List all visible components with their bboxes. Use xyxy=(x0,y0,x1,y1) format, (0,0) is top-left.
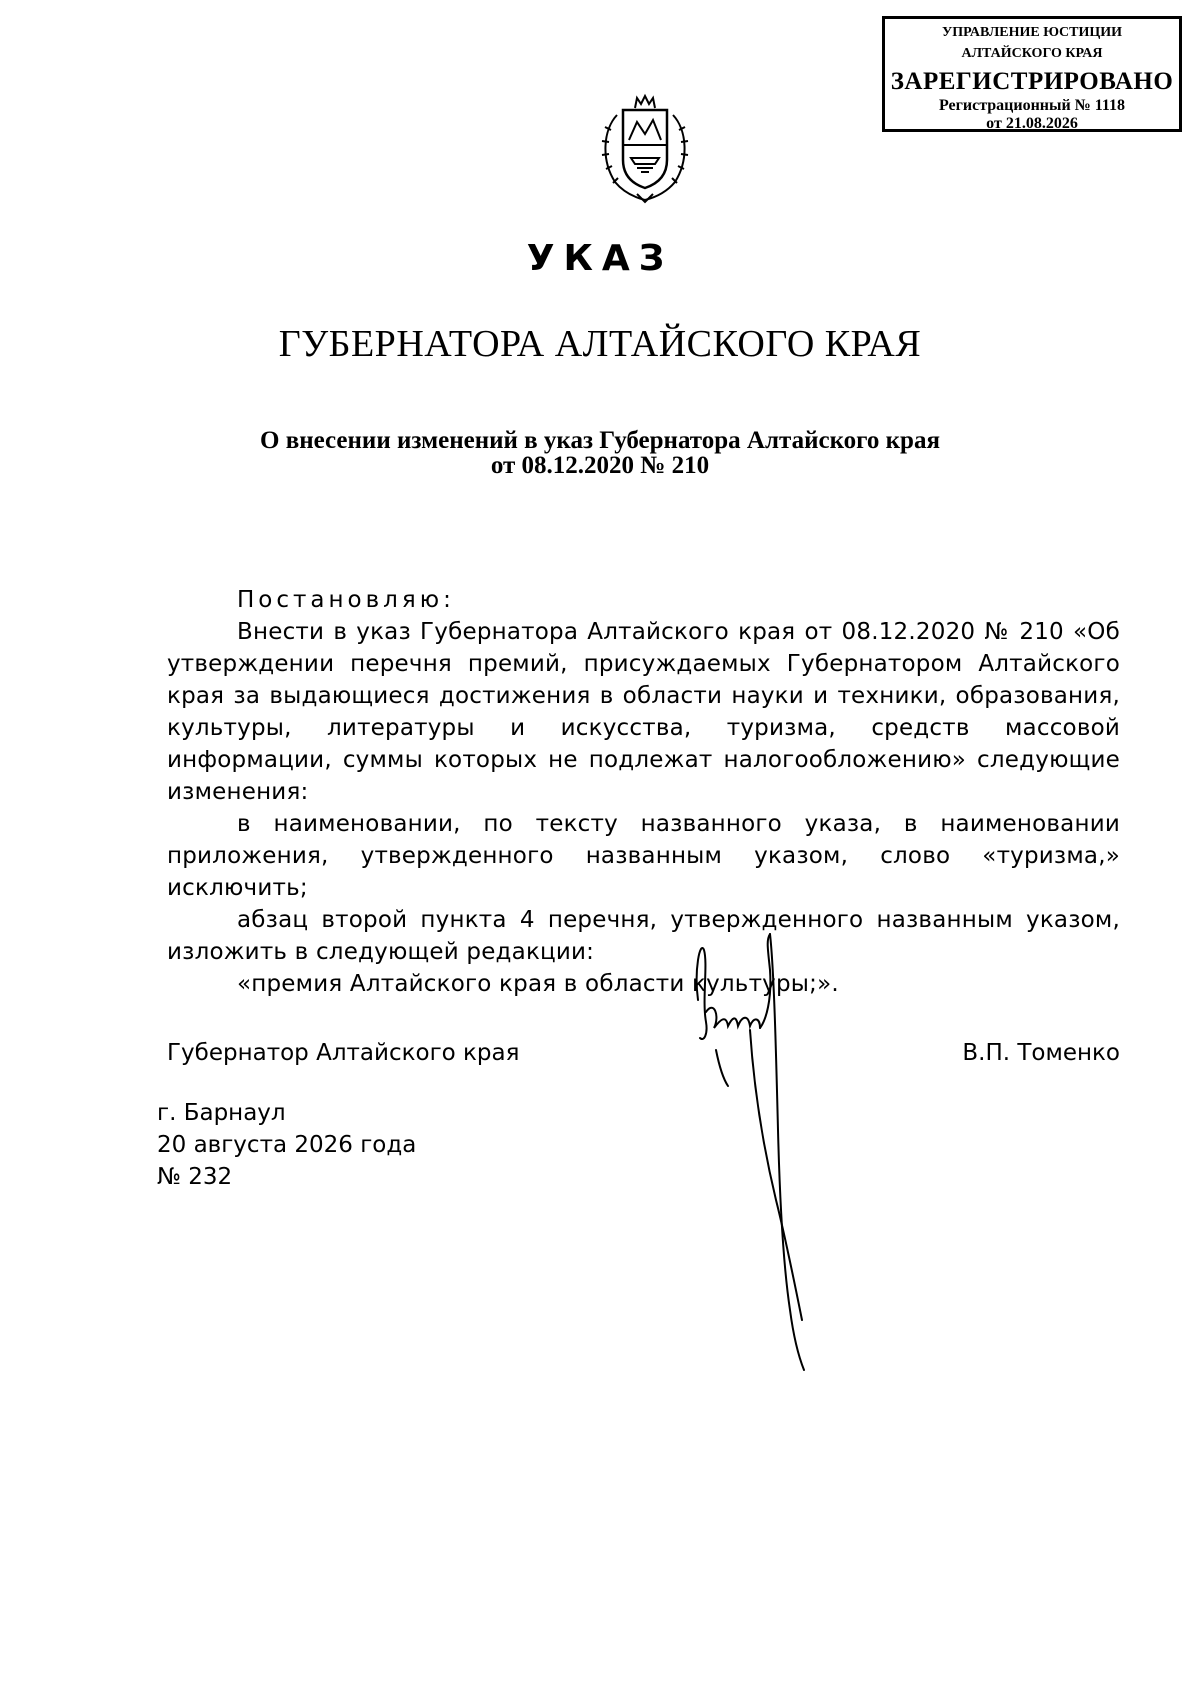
document-footer xyxy=(157,1097,416,1193)
stamp-reg-number: Регистрационный № 1118 xyxy=(938,97,1126,114)
date: 20 августа 2026 года xyxy=(157,1132,417,1158)
stamp-org-line2: АЛТАЙСКОГО КРАЯ xyxy=(961,46,1103,61)
signatory-name: В.П. Томенко xyxy=(962,1040,1120,1066)
paragraph-4: «премия Алтайского края в области культуры;». xyxy=(237,971,839,997)
decree-number: № 232 xyxy=(157,1164,233,1190)
paragraph-1: Внести в указ Губернатора Алтайского края от 08.12.2020 № 210 «Об утверждении перечня премий, присуждаемых Губернатором Алтайского края за выдающиеся достижения в области науки и техники, образования, культуры, литературы и искусства, туризма, средств массовой информации, суммы которых не подлежат налогообложению» следующие изменения: xyxy=(167,619,1120,805)
signature-icon xyxy=(680,930,880,1400)
document-type: УКАЗ xyxy=(526,238,674,279)
document-body xyxy=(167,584,1120,1000)
city: г. Барнаул xyxy=(157,1100,286,1126)
heading-line-1: О внесении изменений в указ Губернатора Алтайского края xyxy=(260,427,940,454)
stamp-org-line1: УПРАВЛЕНИЕ ЮСТИЦИИ xyxy=(942,25,1122,40)
stamp-status: ЗАРЕГИСТРИРОВАНО xyxy=(890,68,1174,95)
coat-of-arms-icon xyxy=(585,90,705,205)
paragraph-2: в наименовании, по тексту названного указа, в наименовании приложения, утвержденного названным указом, слово «туризма,» исключить; xyxy=(167,811,1120,901)
paragraph-3: абзац второй пункта 4 перечня, утвержденного названным указом, изложить в следующей редакции: xyxy=(167,907,1120,965)
registration-stamp xyxy=(882,16,1182,132)
document-issuer: ГУБЕРНАТОРА АЛТАЙСКОГО КРАЯ xyxy=(278,323,922,365)
signatory-position: Губернатор Алтайского края xyxy=(167,1040,520,1066)
document-heading xyxy=(0,428,1200,478)
stamp-reg-date: от 21.08.2026 xyxy=(986,115,1078,132)
preamble: Постановляю: xyxy=(237,587,455,613)
heading-line-2: от 08.12.2020 № 210 xyxy=(490,452,710,479)
